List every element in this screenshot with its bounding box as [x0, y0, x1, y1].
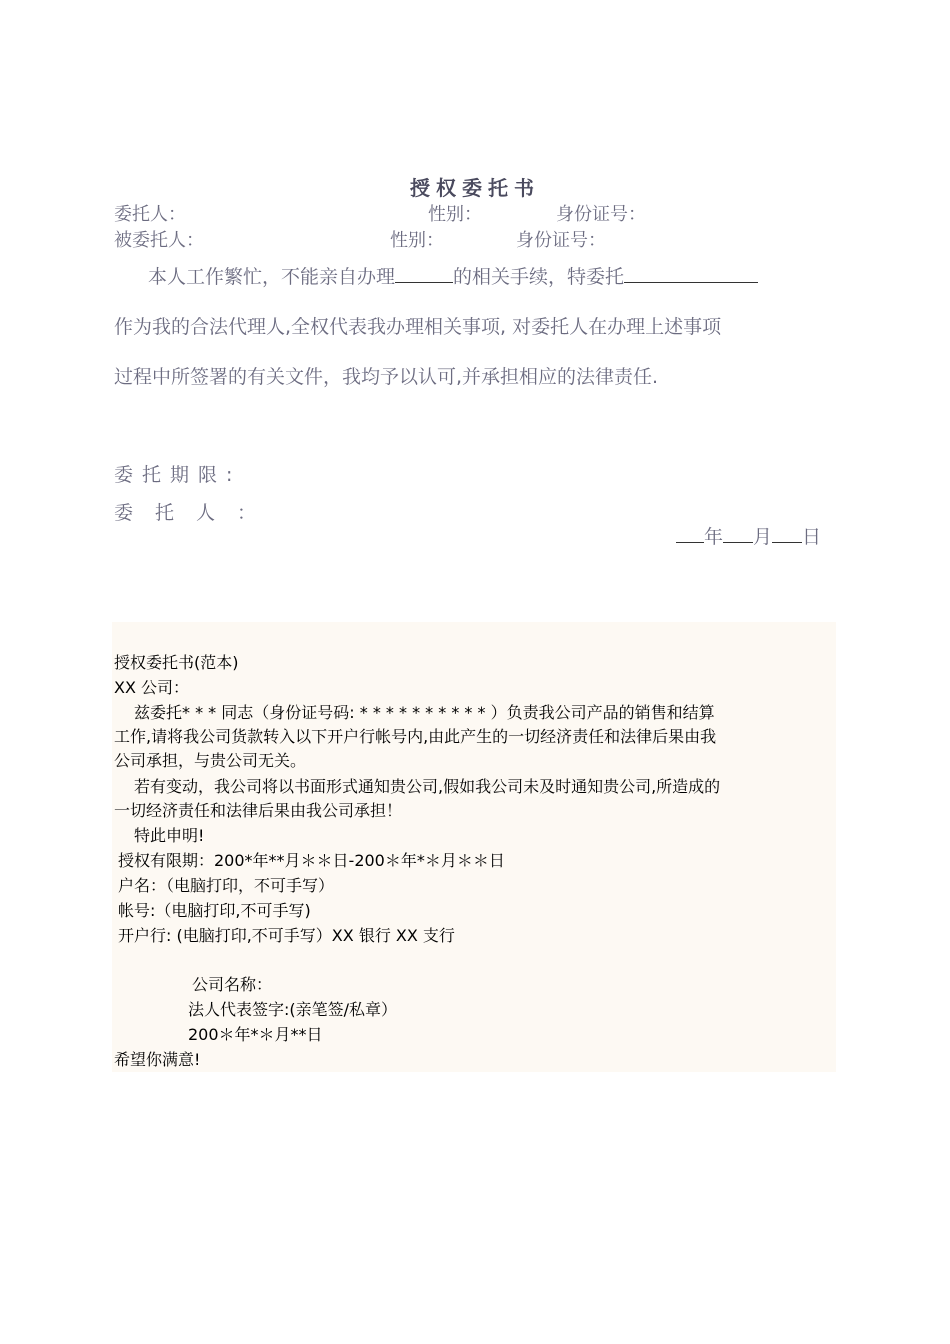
document-title: 授权委托书	[410, 176, 540, 200]
principal-id-label: 身份证号：	[556, 204, 646, 225]
year-blank	[676, 524, 704, 543]
body-line-3: 过程中所签署的有关文件，我均予以认可,并承担相应的法律责任.	[114, 366, 659, 388]
sample-addressee: XX 公司：	[114, 678, 190, 697]
principal-gender-label: 性别：	[428, 204, 482, 225]
month-label: 月	[753, 526, 773, 548]
sample-title: 授权委托书(范本)	[114, 653, 239, 672]
body-line-1-part-a: 本人工作繁忙，不能亲自办理	[148, 266, 396, 288]
sample-validity: 授权有限期：200*年**月＊＊日-200＊年*＊月＊＊日	[118, 851, 505, 870]
sample-account-name: 户名：（电脑打印，不可手写）	[118, 876, 335, 895]
sample-statement: 特此申明!	[134, 826, 205, 845]
principal-sign-label: 委托人：	[114, 502, 279, 524]
sample-bank: 开户行: (电脑打印,不可手写）XX 银行 XX 支行	[118, 926, 455, 945]
sample-para1-line2: 工作,请将我公司货款转入以下开户行帐号内,由此产生的一切经济责任和法律后果由我	[114, 727, 717, 746]
sample-template-block	[112, 622, 836, 1072]
date-line	[676, 522, 821, 549]
sample-account-no: 帐号:（电脑打印,不可手写)	[118, 901, 311, 920]
term-label: 委托期限:	[114, 464, 242, 486]
day-blank	[772, 524, 802, 543]
agent-id-label: 身份证号：	[516, 230, 606, 251]
year-label: 年	[704, 526, 724, 548]
principal-label: 委托人：	[114, 204, 186, 225]
month-blank	[723, 524, 753, 543]
sample-company-name: 公司名称：	[192, 975, 273, 994]
sample-para1-line3: 公司承担，与贵公司无关。	[114, 751, 307, 770]
body-line-1	[148, 262, 758, 289]
day-label: 日	[802, 526, 822, 548]
sample-closing: 希望你满意!	[114, 1050, 201, 1069]
agent-gender-label: 性别：	[390, 230, 444, 251]
agent-label: 被委托人：	[114, 230, 204, 251]
sample-legal-sign: 法人代表签字:(亲笔签/私章）	[188, 1000, 398, 1019]
sample-para2-line1: 若有变动，我公司将以书面形式通知贵公司,假如我公司未及时通知贵公司,所造成的	[134, 777, 721, 796]
body-line-1-part-b: 的相关手续，特委托	[453, 266, 625, 288]
agent-name-blank	[624, 264, 758, 283]
sample-para2-line2: 一切经济责任和法律后果由我公司承担！	[114, 801, 403, 820]
sample-sign-date: 200＊年*＊月**日	[188, 1025, 323, 1044]
sample-para1-line1: 兹委托* * * 同志（身份证号码: * * * * * * * * * * ）负责我公司产品的销售和结算	[134, 703, 715, 722]
body-line-2: 作为我的合法代理人,全权代表我办理相关事项, 对委托人在办理上述事项	[114, 316, 722, 338]
matter-blank	[395, 264, 453, 283]
